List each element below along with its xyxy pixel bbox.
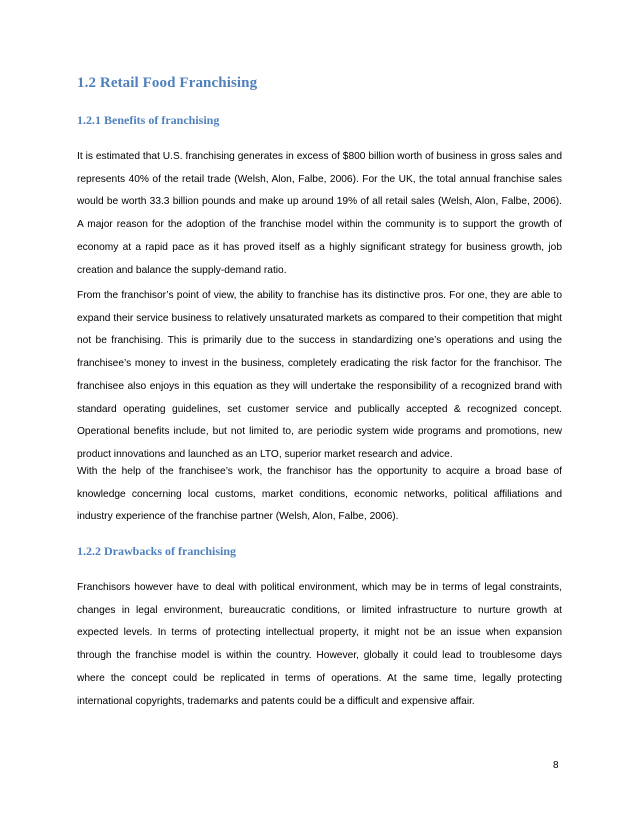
benefits-heading: 1.2.1 Benefits of franchising xyxy=(77,113,220,127)
benefits-paragraph-3: With the help of the franchisee’s work, the franchisor has the opportunity to acquire a broad base of knowledge concerning local customs, market conditions, economic networks, political affiliations and industry experience of the franchise partner (Welsh, Alon, Falbe, 2006). xyxy=(77,466,562,523)
drawbacks-paragraph-1: Franchisors however have to deal with political environment, which may be in terms of legal constraints, changes in legal environment, bureaucratic conditions, or limited infrastructure to nurture growth at expected levels. In terms of protecting intellectual property, it might not be an issue when expansion through the franchise model is within the country. However, globally it could lead to troublesome days where the concept could be replicated in terms of operations. At the same time, legally protecting international copyrights, trademarks and patents could be a difficult and expensive affair. xyxy=(77,582,562,707)
section-heading: 1.2 Retail Food Franchising xyxy=(77,75,258,91)
page-number: 8 xyxy=(553,760,559,771)
drawbacks-heading: 1.2.2 Drawbacks of franchising xyxy=(77,544,237,558)
benefits-paragraph-2: From the franchisor’s point of view, the ability to franchise has its distinctive pros. For one, they are able to expand their service business to relatively unsaturated markets as compared to their competition that might not be franchising. This is primarily due to the success in standardizing one’s operations and using the franchisee’s money to invest in the business, completely eradicating the risk factor for the franchisor. The franchisee also enjoys in this equation as they will undertake the responsibility of a recognized brand with standard operating guidelines, set customer service and publically accepted & recognized concept. Operational benefits include, but not limited to, are periodic system wide programs and promotions, new product innovations and launched as an LTO, superior market research and advice. xyxy=(77,290,562,460)
benefits-paragraph-1: It is estimated that U.S. franchising generates in excess of $800 billion worth of business in gross sales and represents 40% of the retail trade (Welsh, Alon, Falbe, 2006). For the UK, the total annual franchise sales would be worth 33.3 billion pounds and make up around 19% of all retail sales (Welsh, Alon, Falbe, 2006). A major reason for the adoption of the franchise model within the community is to support the growth of economy at a rapid pace as it has proved itself as a highly significant strategy for business growth, job creation and balance the supply-demand ratio. xyxy=(77,151,562,276)
